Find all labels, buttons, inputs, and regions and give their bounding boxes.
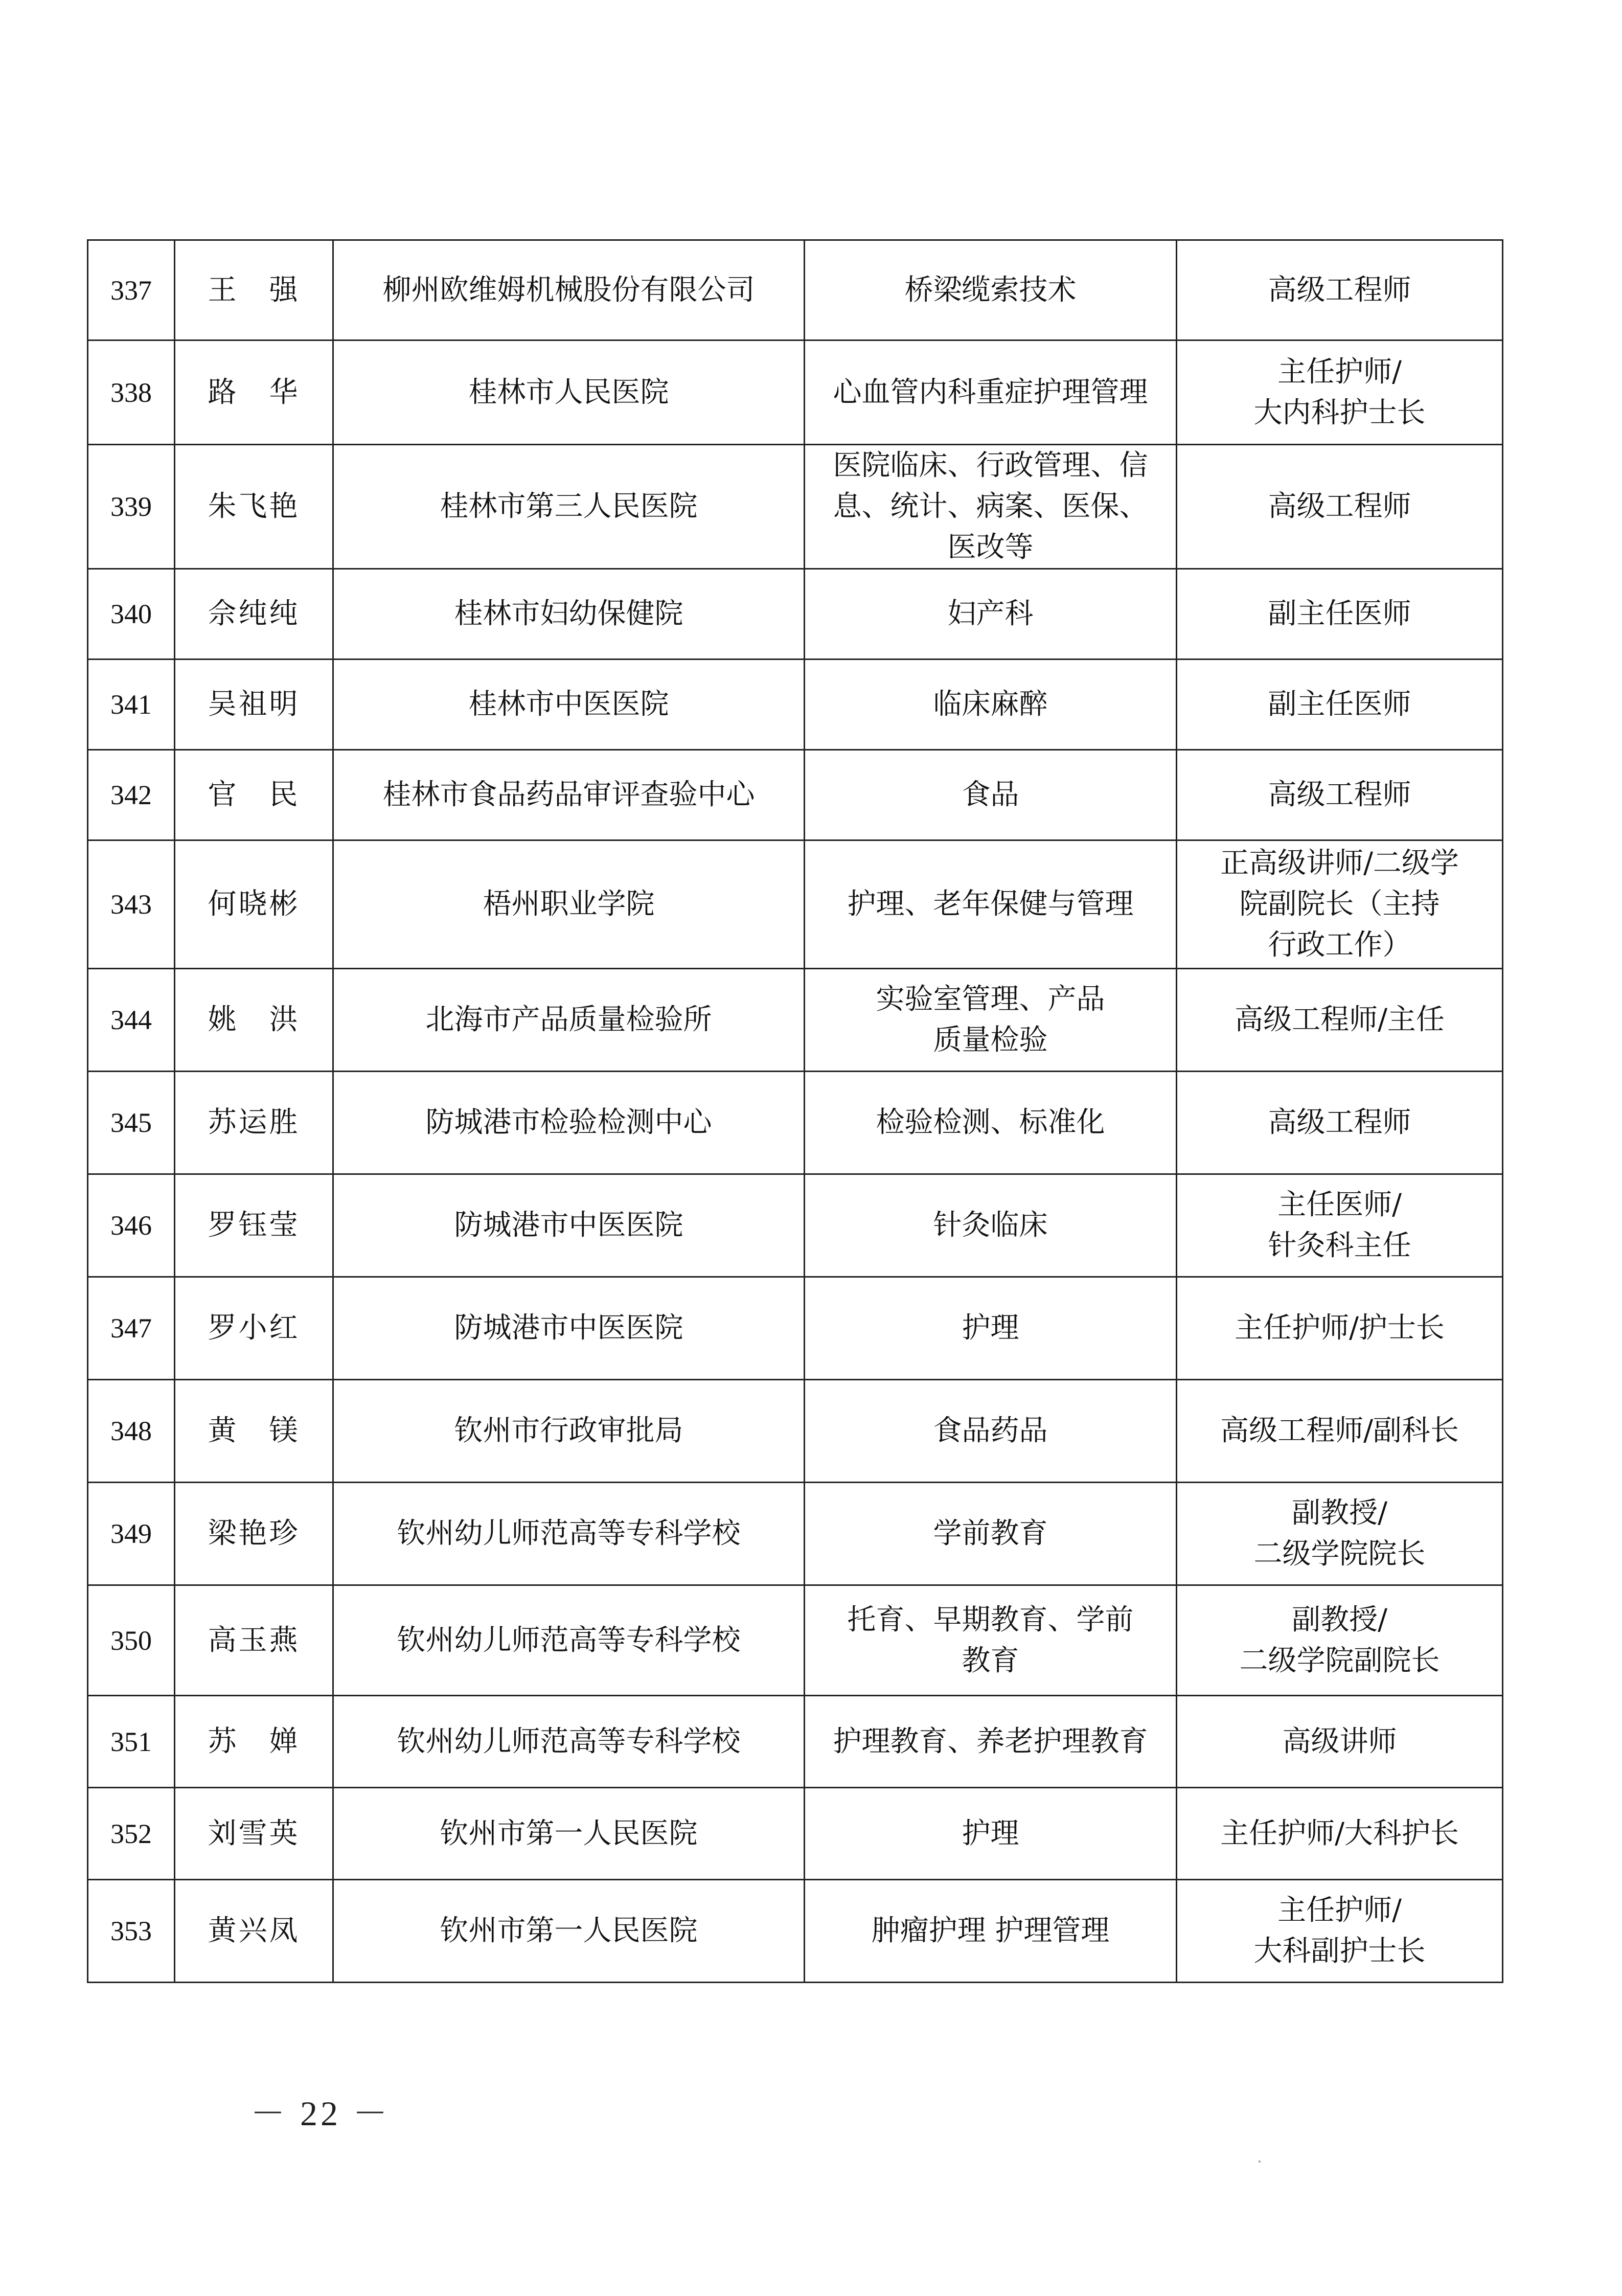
- page-number: － 22 －: [250, 2094, 391, 2133]
- title-cell: [1177, 969, 1503, 1072]
- name-cell: 高玉燕: [175, 1585, 333, 1696]
- name-cell: 吴祖明: [175, 660, 333, 750]
- specialty-cell: [805, 840, 1177, 969]
- specialty-cell: [805, 750, 1177, 840]
- title-cell-line: 高级讲师: [1282, 1724, 1397, 1758]
- title-cell: [1177, 340, 1503, 445]
- specialty-cell-line: 医改等: [947, 531, 1034, 564]
- title-cell-line: 二级学院副院长: [1239, 1644, 1440, 1677]
- row-number-cell: 340: [88, 569, 175, 660]
- name-cell: 官 民: [175, 750, 333, 840]
- specialty-cell-line: 桥梁缆索技术: [904, 273, 1077, 307]
- title-cell-line: 副主任医师: [1268, 688, 1411, 721]
- unit-cell-line: 桂林市妇幼保健院: [454, 597, 683, 630]
- name-cell: 苏 婵: [175, 1696, 333, 1788]
- title-cell-line: 高级工程师: [1268, 490, 1411, 523]
- table-row: [88, 1696, 1503, 1788]
- row-number-cell: 348: [88, 1380, 175, 1483]
- row-number-cell: 339: [88, 445, 175, 569]
- unit-cell: [333, 1585, 805, 1696]
- unit-cell-line: 钦州幼儿师范高等专科学校: [397, 1623, 741, 1657]
- title-cell-line: 正高级讲师/二级学: [1220, 847, 1459, 880]
- title-cell-line: 主任医师/: [1277, 1188, 1402, 1221]
- unit-cell-line: 桂林市第三人民医院: [440, 490, 698, 523]
- title-cell: [1177, 1174, 1503, 1277]
- specialty-cell-line: 肿瘤护理 护理管理: [871, 1914, 1110, 1947]
- table-row: [88, 1585, 1503, 1696]
- unit-cell-line: 钦州幼儿师范高等专科学校: [397, 1724, 741, 1758]
- specialty-cell-line: 心血管内科重症护理管理: [833, 375, 1148, 409]
- name-cell: 路 华: [175, 340, 333, 445]
- row-number-cell: 345: [88, 1072, 175, 1174]
- table-row: [88, 969, 1503, 1072]
- title-cell: [1177, 750, 1503, 840]
- name-cell: 梁艳珍: [175, 1483, 333, 1585]
- unit-cell: [333, 750, 805, 840]
- name-cell: 朱飞艳: [175, 445, 333, 569]
- title-cell-line: 副教授/: [1292, 1603, 1387, 1636]
- specialty-cell-line: 食品药品: [933, 1414, 1048, 1447]
- name-cell: 刘雪英: [175, 1788, 333, 1880]
- row-number-cell: 341: [88, 660, 175, 750]
- title-cell-line: 高级工程师/主任: [1235, 1003, 1445, 1036]
- specialty-cell-line: 妇产科: [947, 597, 1034, 630]
- unit-cell: [333, 1380, 805, 1483]
- title-cell-line: 主任护师/护士长: [1235, 1311, 1445, 1345]
- specialty-cell: [805, 969, 1177, 1072]
- specialty-cell-line: 检验检测、标准化: [876, 1106, 1105, 1139]
- row-number-cell: 349: [88, 1483, 175, 1585]
- table-row: [88, 445, 1503, 569]
- unit-cell: [333, 1174, 805, 1277]
- specialty-cell-line: 食品: [962, 778, 1019, 811]
- title-cell: [1177, 840, 1503, 969]
- specialty-cell: [805, 1277, 1177, 1380]
- specialty-cell: [805, 1880, 1177, 1983]
- table-row: [88, 1072, 1503, 1174]
- title-cell-line: 行政工作）: [1268, 928, 1411, 962]
- title-cell-line: 高级工程师: [1268, 778, 1411, 811]
- unit-cell-line: 钦州市第一人民医院: [440, 1816, 698, 1850]
- table-row: [88, 569, 1503, 660]
- unit-cell: [333, 840, 805, 969]
- unit-cell-line: 防城港市中医医院: [454, 1311, 683, 1345]
- expert-table: [87, 239, 1503, 1983]
- title-cell: [1177, 1788, 1503, 1880]
- unit-cell: [333, 240, 805, 340]
- row-number-cell: 347: [88, 1277, 175, 1380]
- title-cell-line: 大科副护士长: [1253, 1935, 1426, 1968]
- title-cell-line: 副教授/: [1292, 1496, 1387, 1530]
- title-cell-line: 高级工程师: [1268, 1106, 1411, 1139]
- table-row: [88, 1788, 1503, 1880]
- specialty-cell: [805, 1696, 1177, 1788]
- specialty-cell-line: 护理、老年保健与管理: [847, 888, 1134, 921]
- specialty-cell: [805, 445, 1177, 569]
- specialty-cell-line: 质量检验: [933, 1024, 1048, 1057]
- title-cell-line: 二级学院院长: [1253, 1537, 1426, 1571]
- title-cell-line: 针灸科主任: [1268, 1229, 1411, 1262]
- name-cell: 姚 洪: [175, 969, 333, 1072]
- unit-cell: [333, 1788, 805, 1880]
- specialty-cell: [805, 1483, 1177, 1585]
- name-cell: 何晓彬: [175, 840, 333, 969]
- table-row: [88, 750, 1503, 840]
- row-number-cell: 337: [88, 240, 175, 340]
- title-cell: [1177, 1380, 1503, 1483]
- name-cell: 罗小红: [175, 1277, 333, 1380]
- unit-cell: [333, 969, 805, 1072]
- unit-cell-line: 梧州职业学院: [483, 888, 655, 921]
- specialty-cell-line: 针灸临床: [933, 1209, 1048, 1242]
- row-number-cell: 350: [88, 1585, 175, 1696]
- title-cell: [1177, 1072, 1503, 1174]
- specialty-cell: [805, 1585, 1177, 1696]
- specialty-cell-line: 托育、早期教育、学前: [847, 1603, 1134, 1636]
- table-row: [88, 340, 1503, 445]
- title-cell-line: 副主任医师: [1268, 597, 1411, 630]
- unit-cell: [333, 569, 805, 660]
- unit-cell-line: 柳州欧维姆机械股份有限公司: [382, 273, 755, 307]
- specialty-cell: [805, 1072, 1177, 1174]
- row-number-cell: 338: [88, 340, 175, 445]
- unit-cell-line: 桂林市人民医院: [468, 375, 669, 409]
- row-number-cell: 344: [88, 969, 175, 1072]
- title-cell: [1177, 1483, 1503, 1585]
- unit-cell-line: 桂林市中医医院: [468, 688, 669, 721]
- title-cell-line: 高级工程师: [1268, 273, 1411, 307]
- table-row: [88, 1880, 1503, 1983]
- title-cell: [1177, 569, 1503, 660]
- title-cell: [1177, 445, 1503, 569]
- expert-table-body: [88, 240, 1503, 1983]
- specialty-cell: [805, 1788, 1177, 1880]
- row-number-cell: 343: [88, 840, 175, 969]
- specialty-cell-line: 临床麻醉: [933, 688, 1048, 721]
- row-number-cell: 342: [88, 750, 175, 840]
- specialty-cell-line: 息、统计、病案、医保、: [833, 490, 1148, 523]
- title-cell: [1177, 1585, 1503, 1696]
- title-cell-line: 大内科护士长: [1253, 396, 1426, 429]
- specialty-cell: [805, 1174, 1177, 1277]
- unit-cell: [333, 1880, 805, 1983]
- specialty-cell: [805, 340, 1177, 445]
- table-row: [88, 1174, 1503, 1277]
- unit-cell: [333, 1483, 805, 1585]
- unit-cell-line: 钦州市第一人民医院: [440, 1914, 698, 1947]
- name-cell: 黄 镁: [175, 1380, 333, 1483]
- unit-cell-line: 防城港市检验检测中心: [425, 1106, 712, 1139]
- title-cell-line: 主任护师/: [1277, 1894, 1402, 1927]
- unit-cell: [333, 1277, 805, 1380]
- table-row: [88, 660, 1503, 750]
- specialty-cell-line: 医院临床、行政管理、信: [833, 449, 1148, 482]
- row-number-cell: 353: [88, 1880, 175, 1983]
- name-cell: 黄兴凤: [175, 1880, 333, 1983]
- unit-cell-line: 桂林市食品药品审评查验中心: [382, 778, 755, 811]
- name-cell: 王 强: [175, 240, 333, 340]
- unit-cell: [333, 1696, 805, 1788]
- title-cell: [1177, 660, 1503, 750]
- table-row: [88, 240, 1503, 340]
- row-number-cell: 352: [88, 1788, 175, 1880]
- specialty-cell-line: 学前教育: [933, 1517, 1048, 1550]
- title-cell: [1177, 1696, 1503, 1788]
- title-cell-line: 院副院长（主持: [1239, 888, 1440, 921]
- expert-table-container: [87, 239, 1502, 1983]
- specialty-cell-line: 护理: [962, 1816, 1019, 1850]
- unit-cell: [333, 1072, 805, 1174]
- unit-cell: [333, 340, 805, 445]
- title-cell: [1177, 1880, 1503, 1983]
- title-cell-line: 主任护师/大科护长: [1220, 1816, 1459, 1850]
- unit-cell-line: 钦州市行政审批局: [454, 1414, 683, 1447]
- title-cell-line: 主任护师/: [1277, 355, 1402, 389]
- table-row: [88, 840, 1503, 969]
- name-cell: 佘纯纯: [175, 569, 333, 660]
- specialty-cell-line: 教育: [962, 1644, 1019, 1677]
- specialty-cell: [805, 660, 1177, 750]
- unit-cell-line: 北海市产品质量检验所: [425, 1003, 712, 1036]
- unit-cell: [333, 445, 805, 569]
- title-cell: [1177, 240, 1503, 340]
- unit-cell: [333, 660, 805, 750]
- specialty-cell-line: 护理: [962, 1311, 1019, 1345]
- scan-speck: [1259, 2161, 1261, 2163]
- specialty-cell: [805, 1380, 1177, 1483]
- row-number-cell: 346: [88, 1174, 175, 1277]
- title-cell: [1177, 1277, 1503, 1380]
- specialty-cell-line: 护理教育、养老护理教育: [833, 1724, 1148, 1758]
- specialty-cell-line: 实验室管理、产品: [876, 983, 1105, 1016]
- specialty-cell: [805, 240, 1177, 340]
- table-row: [88, 1277, 1503, 1380]
- name-cell: 罗钰莹: [175, 1174, 333, 1277]
- title-cell-line: 高级工程师/副科长: [1220, 1414, 1459, 1447]
- row-number-cell: 351: [88, 1696, 175, 1788]
- specialty-cell: [805, 569, 1177, 660]
- name-cell: 苏运胜: [175, 1072, 333, 1174]
- unit-cell-line: 防城港市中医医院: [454, 1209, 683, 1242]
- table-row: [88, 1380, 1503, 1483]
- unit-cell-line: 钦州幼儿师范高等专科学校: [397, 1517, 741, 1550]
- table-row: [88, 1483, 1503, 1585]
